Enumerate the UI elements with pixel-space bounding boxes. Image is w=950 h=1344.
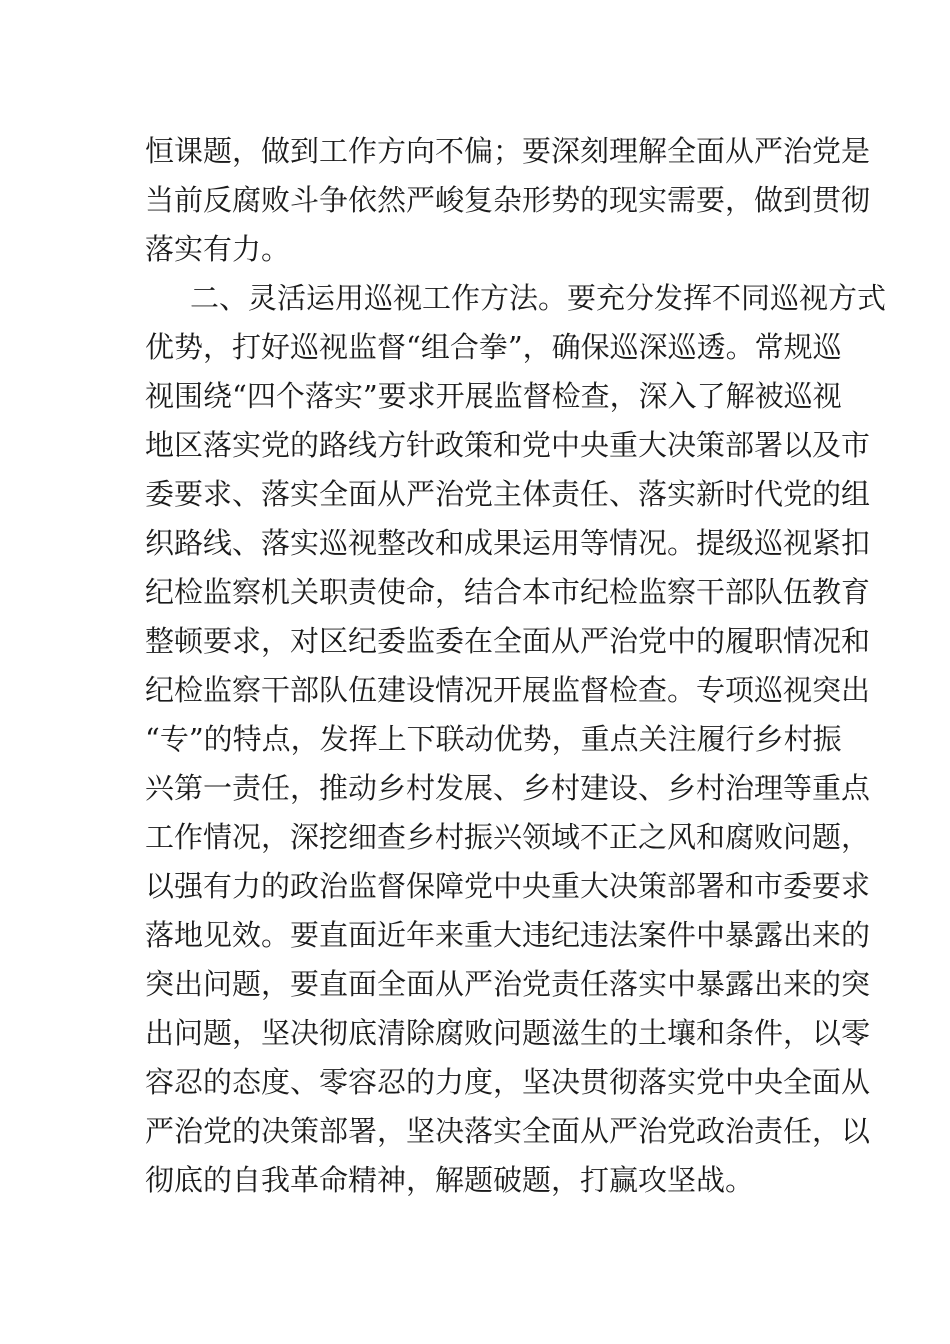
text-line: 以强有力的政治监督保障党中央重大决策部署和市委要求 [145,869,871,903]
text-line: 织路线、落实巡视整改和成果运用等情况。提级巡视紧扣 [145,526,871,560]
text-line: 地区落实党的路线方针政策和党中央重大决策部署以及市 [145,428,871,462]
text-line: 落实有力。 [145,232,291,266]
text-line: 视围绕“四个落实”要求开展监督检查，深入了解被巡视 [145,379,842,413]
text-line: 彻底的自我革命精神，解题破题，打赢攻坚战。 [145,1163,755,1197]
text-line: 优势，打好巡视监督“组合拳”，确保巡深巡透。常规巡 [145,330,842,364]
text-line: 容忍的态度、零容忍的力度，坚决贯彻落实党中央全面从 [145,1065,871,1099]
text-line: 整顿要求，对区纪委监委在全面从严治党中的履职情况和 [145,624,871,658]
text-line: 委要求、落实全面从严治党主体责任、落实新时代党的组 [145,477,871,511]
text-line: 纪检监察机关职责使命，结合本市纪检监察干部队伍教育 [145,575,871,609]
text-line: 严治党的决策部署，坚决落实全面从严治党政治责任，以 [145,1114,871,1148]
text-line: “专”的特点，发挥上下联动优势，重点关注履行乡村振 [145,722,842,756]
text-line: 当前反腐败斗争依然严峻复杂形势的现实需要，做到贯彻 [145,183,871,217]
section-heading-line: 二、灵活运用巡视工作方法。要充分发挥不同巡视方式 [190,281,887,315]
text-line: 工作情况，深挖细查乡村振兴领域不正之风和腐败问题， [145,820,871,854]
text-line: 出问题，坚决彻底清除腐败问题滋生的土壤和条件，以零 [145,1016,871,1050]
text-line: 纪检监察干部队伍建设情况开展监督检查。专项巡视突出 [145,673,871,707]
text-line: 恒课题，做到工作方向不偏；要深刻理解全面从严治党是 [145,134,871,168]
text-line: 突出问题，要直面全面从严治党责任落实中暴露出来的突 [145,967,871,1001]
text-line: 兴第一责任，推动乡村发展、乡村建设、乡村治理等重点 [145,771,871,805]
text-line: 落地见效。要直面近年来重大违纪违法案件中暴露出来的 [145,918,871,952]
